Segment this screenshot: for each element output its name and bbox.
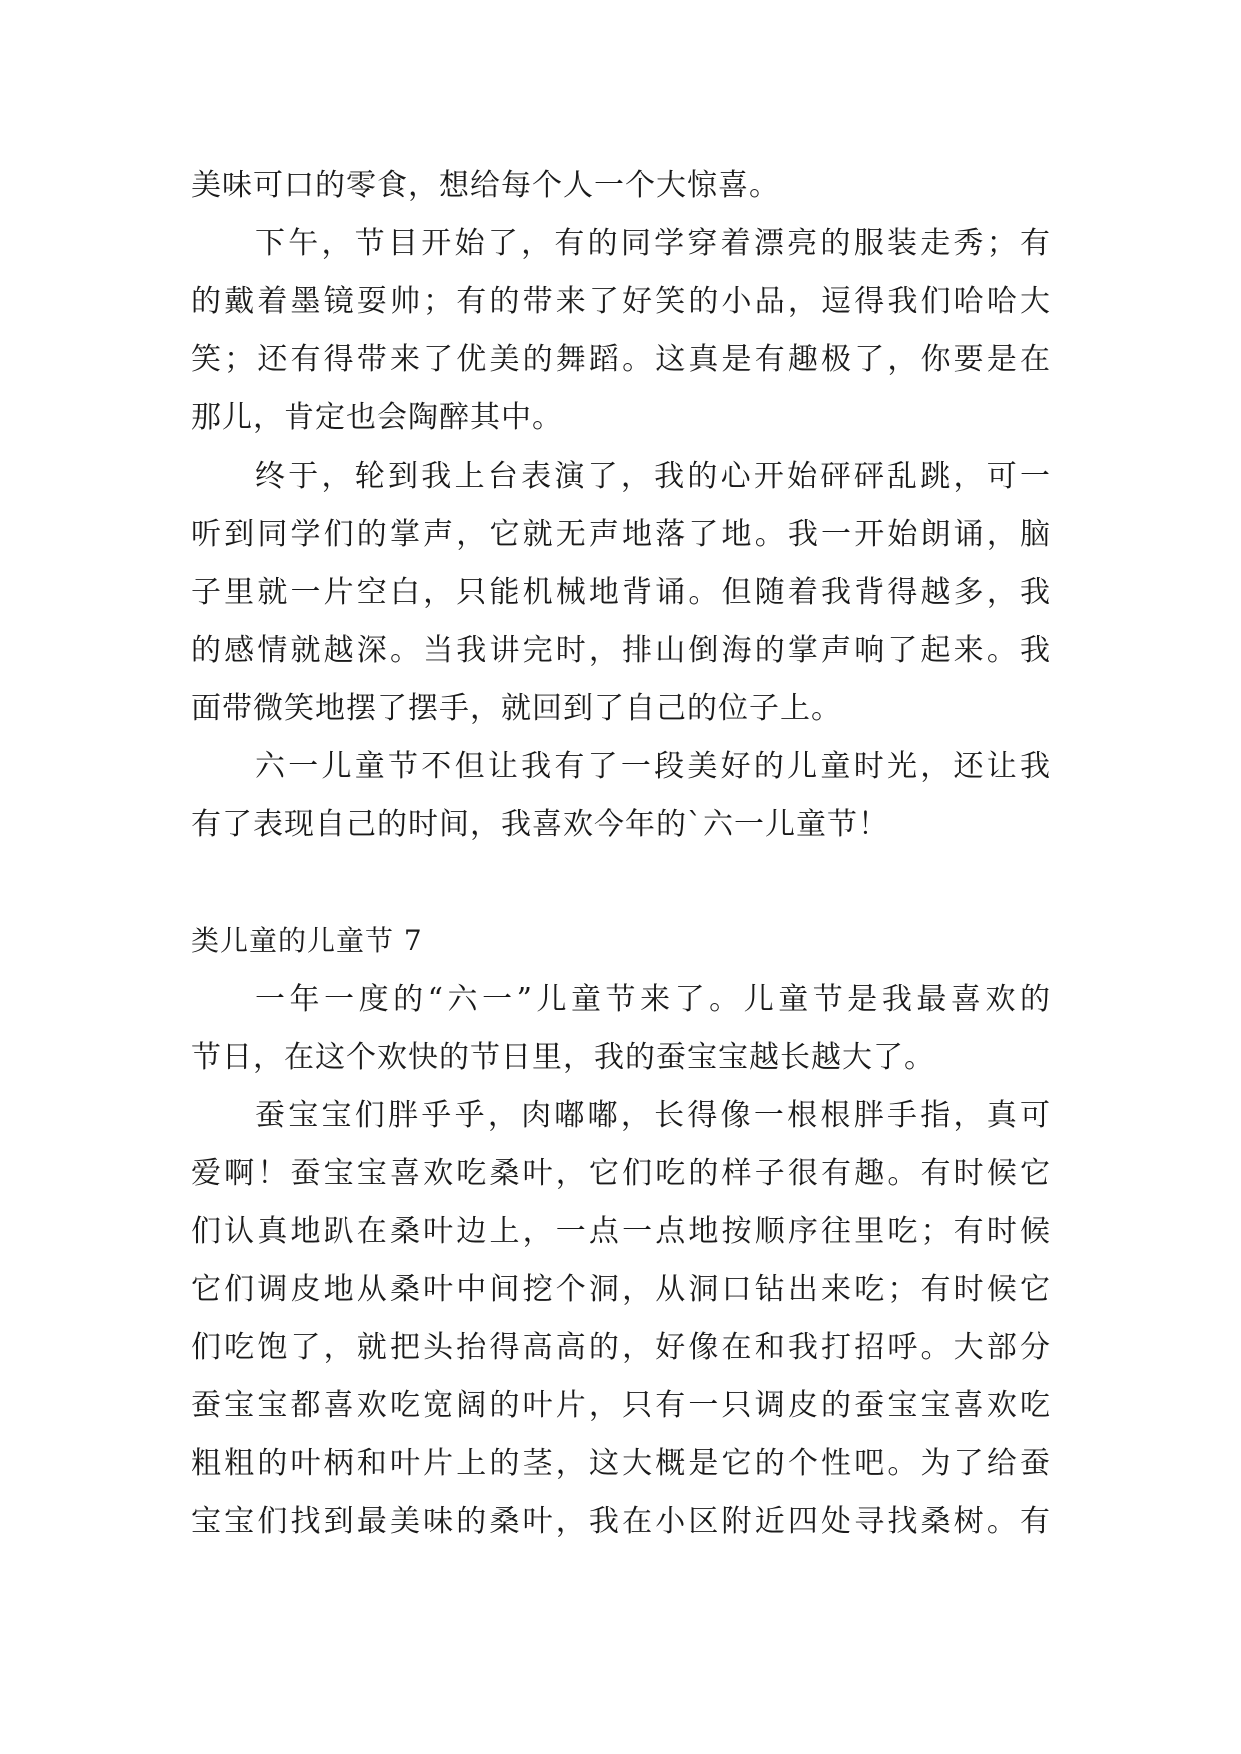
- paragraph-line: 有了表现自己的时间，我喜欢今年的`六一儿童节！: [191, 807, 889, 842]
- paragraph-line: 的戴着墨镜耍帅；有的带来了好笑的小品，逗得我们哈哈大: [191, 284, 1051, 319]
- paragraph-line: 们认真地趴在桑叶边上，一点一点地按顺序往里吃；有时候: [191, 1214, 1051, 1249]
- section-title: 类儿童的儿童节 7: [191, 924, 423, 957]
- paragraph-line: 美味可口的零食，想给每个人一个大惊喜。: [191, 168, 780, 203]
- paragraph-line: 节日，在这个欢快的节日里，我的蚕宝宝越长越大了。: [191, 1040, 935, 1075]
- paragraph-line: 蚕宝宝们胖乎乎，肉嘟嘟，长得像一根根胖手指，真可: [255, 1098, 1051, 1133]
- paragraph-line: 听到同学们的掌声，它就无声地落了地。我一开始朗诵，脑: [191, 517, 1051, 552]
- paragraph-line: 六一儿童节不但让我有了一段美好的儿童时光，还让我: [255, 749, 1051, 784]
- paragraph-line: 那儿，肯定也会陶醉其中。: [191, 400, 563, 435]
- paragraph-line: 面带微笑地摆了摆手，就回到了自己的位子上。: [191, 691, 842, 726]
- paragraph-line: 笑；还有得带来了优美的舞蹈。这真是有趣极了，你要是在: [191, 342, 1051, 377]
- paragraph-line: 爱啊！蚕宝宝喜欢吃桑叶，它们吃的样子很有趣。有时候它: [191, 1156, 1051, 1191]
- paragraph-line: 粗粗的叶柄和叶片上的茎，这大概是它的个性吧。为了给蚕: [191, 1446, 1051, 1481]
- paragraph-line: 们吃饱了，就把头抬得高高的，好像在和我打招呼。大部分: [191, 1330, 1051, 1365]
- paragraph-line: 一年一度的“六一”儿童节来了。儿童节是我最喜欢的: [255, 982, 1051, 1017]
- paragraph-line: 它们调皮地从桑叶中间挖个洞，从洞口钻出来吃；有时候它: [191, 1272, 1051, 1307]
- paragraph-line: 下午，节目开始了，有的同学穿着漂亮的服装走秀；有: [255, 226, 1051, 261]
- paragraph-line: 子里就一片空白，只能机械地背诵。但随着我背得越多，我: [191, 575, 1051, 610]
- paragraph-line: 蚕宝宝都喜欢吃宽阔的叶片，只有一只调皮的蚕宝宝喜欢吃: [191, 1388, 1051, 1423]
- paragraph-line: 终于，轮到我上台表演了，我的心开始砰砰乱跳，可一: [255, 459, 1051, 494]
- paragraph-line: 的感情就越深。当我讲完时，排山倒海的掌声响了起来。我: [191, 633, 1051, 668]
- paragraph-line: 宝宝们找到最美味的桑叶，我在小区附近四处寻找桑树。有: [191, 1504, 1051, 1539]
